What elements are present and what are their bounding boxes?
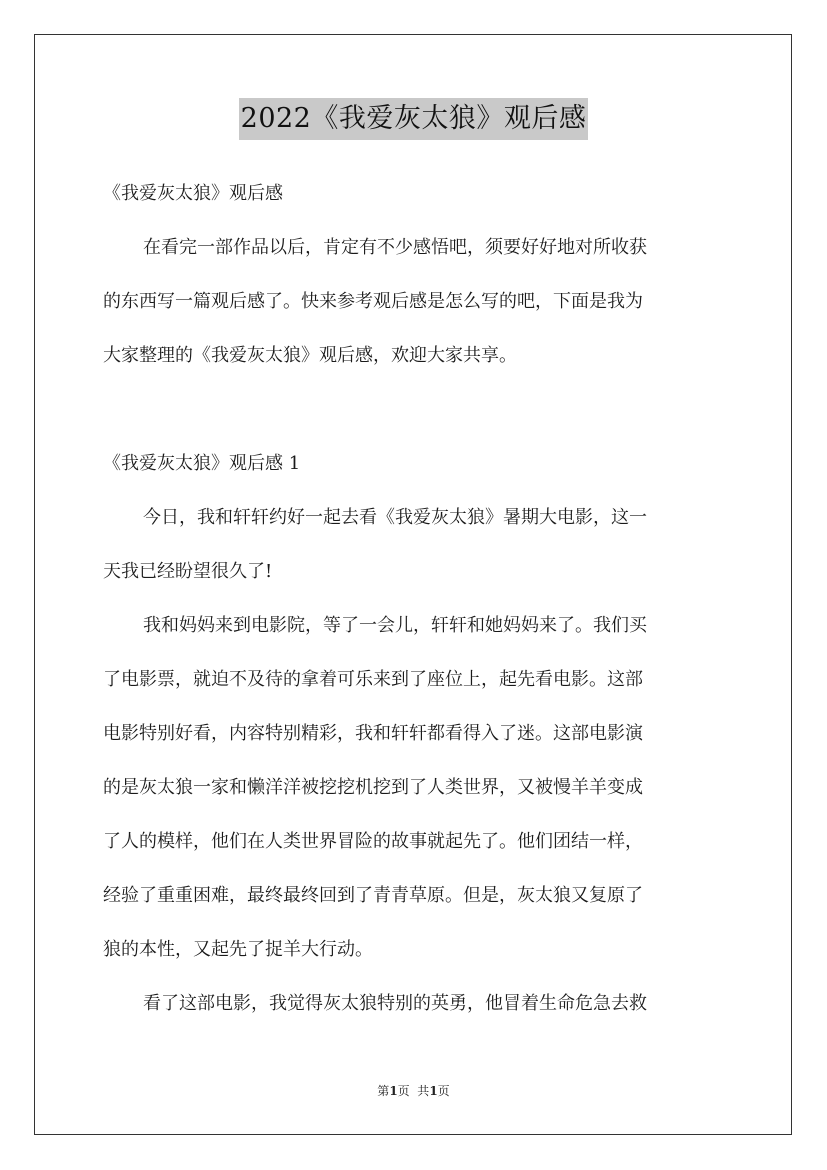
footer-page-current: 1 [389, 1084, 398, 1098]
subheading: 《我爱灰太狼》观后感 [103, 183, 283, 204]
paragraph-line: 看了这部电影，我觉得灰太狼特别的英勇，他冒着生命危急去救 [143, 993, 647, 1014]
paragraph-line: 经验了重重困难，最终最终回到了青青草原。但是，灰太狼又复原了 [103, 885, 643, 906]
section-heading: 《我爱灰太狼》观后感 1 [103, 453, 301, 474]
document-title: 2022《我爱灰太狼》观后感 [239, 98, 589, 140]
paragraph-line: 的东西写一篇观后感了。快来参考观后感是怎么写的吧，下面是我为 [103, 291, 643, 312]
page-footer [0, 1083, 827, 1099]
footer-page-mid: 页 共 [397, 1084, 430, 1098]
paragraph-line: 今日，我和轩轩约好一起去看《我爱灰太狼》暑期大电影，这一 [143, 507, 647, 528]
paragraph-line: 在看完一部作品以后，肯定有不少感悟吧，须要好好地对所收获 [143, 237, 647, 258]
paragraph-line: 电影特别好看，内容特别精彩，我和轩轩都看得入了迷。这部电影演 [103, 723, 643, 744]
paragraph-line: 狼的本性，又起先了捉羊大行动。 [103, 939, 373, 960]
paragraph-line: 我和妈妈来到电影院，等了一会儿，轩轩和她妈妈来了。我们买 [143, 615, 647, 636]
paragraph-line: 了人的模样，他们在人类世界冒险的故事就起先了。他们团结一样， [103, 831, 643, 852]
footer-page-suffix: 页 [437, 1084, 450, 1098]
footer-page-total: 1 [429, 1084, 438, 1098]
paragraph-line: 的是灰太狼一家和懒洋洋被挖挖机挖到了人类世界，又被慢羊羊变成 [103, 777, 643, 798]
paragraph-line: 了电影票，就迫不及待的拿着可乐来到了座位上，起先看电影。这部 [103, 669, 643, 690]
paragraph-line: 大家整理的《我爱灰太狼》观后感，欢迎大家共享。 [103, 345, 517, 366]
footer-page-prefix: 第 [377, 1084, 390, 1098]
title-container [0, 98, 827, 140]
paragraph-line: 天我已经盼望很久了! [103, 561, 273, 582]
